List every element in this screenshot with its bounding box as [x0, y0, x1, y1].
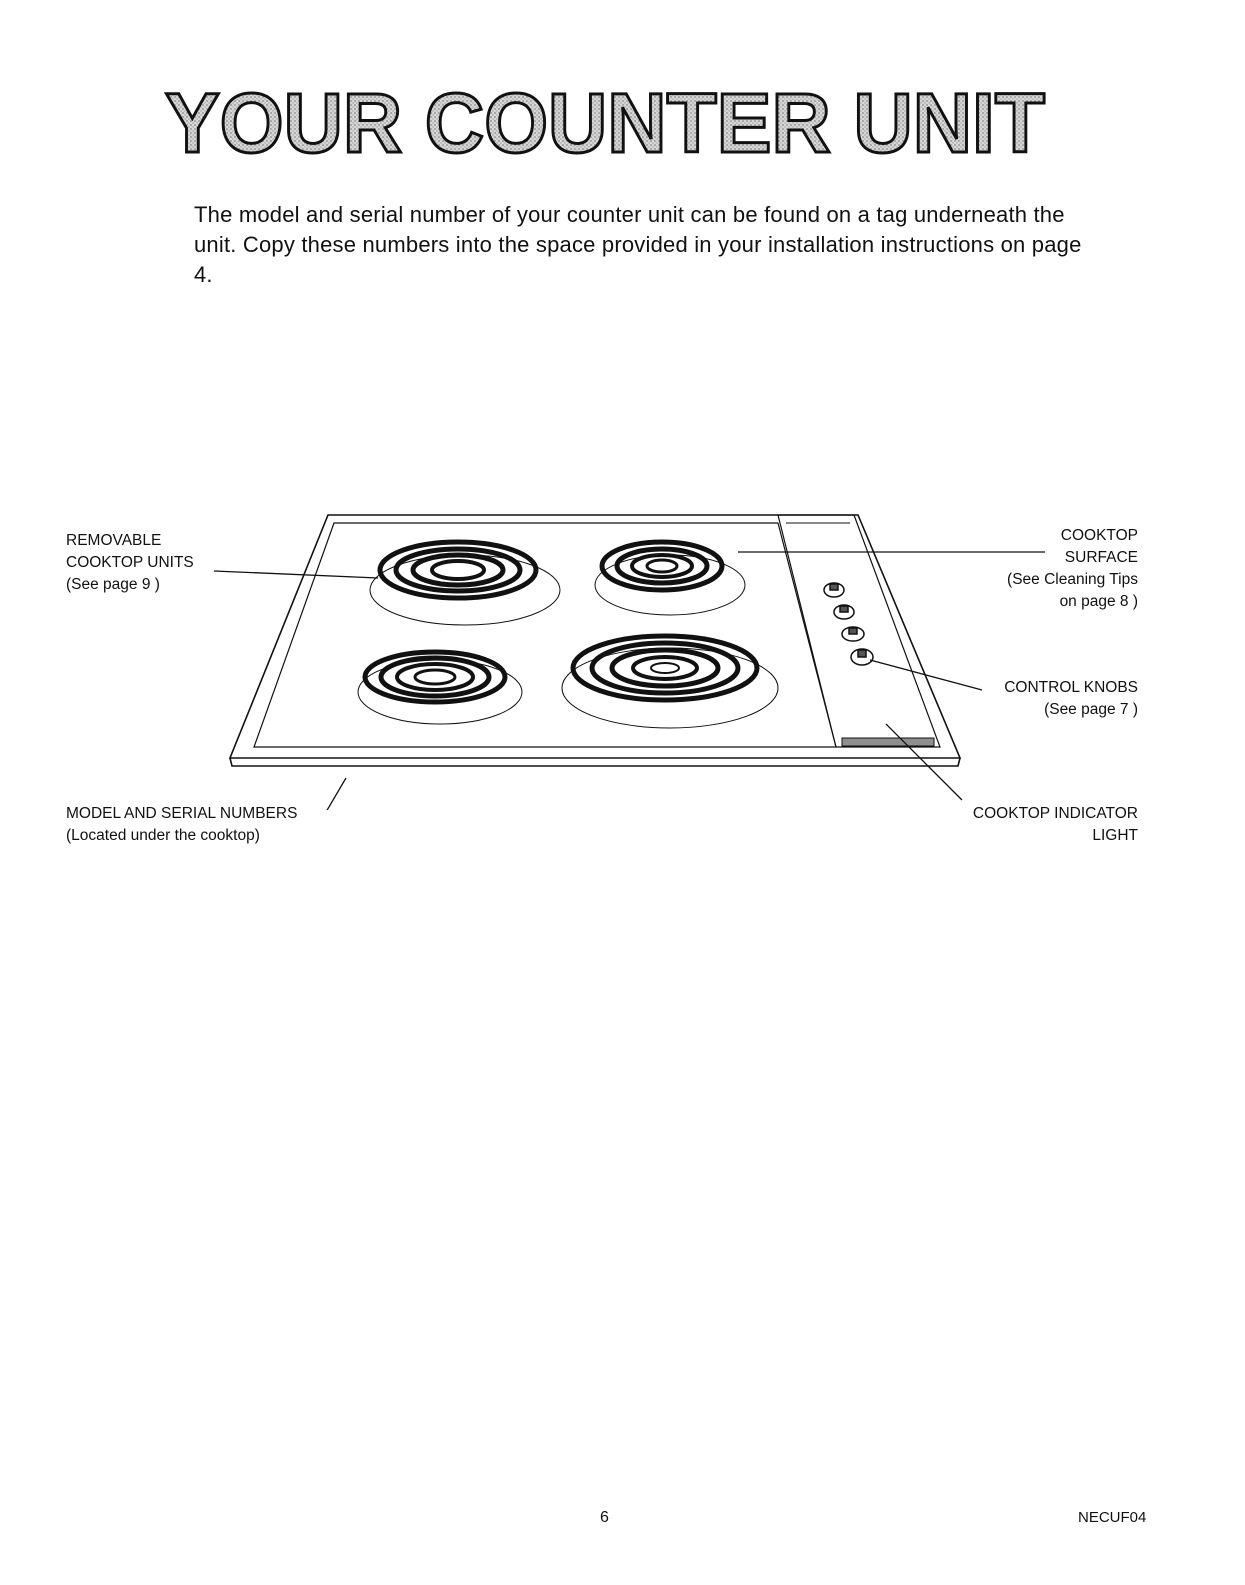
label-surface-line2: SURFACE [1064, 549, 1138, 566]
label-surface-line4: on page 8 ) [1059, 593, 1138, 610]
control-knob-3 [842, 627, 864, 641]
control-knob-4 [851, 649, 873, 665]
burner-front-left [358, 652, 522, 724]
label-model-line2: (Located under the cooktop) [66, 827, 260, 844]
label-indicator-line2: LIGHT [1092, 827, 1138, 844]
label-removable-line2: COOKTOP UNITS [66, 554, 194, 571]
label-indicator-line1: COOKTOP INDICATOR [972, 805, 1138, 822]
label-model-serial-numbers [66, 803, 297, 847]
intro-paragraph: The model and serial number of your counter unit can be found on a tag underneath the unit. Copy these numbers into the space provided in your installation instructions on page 4. [194, 202, 1082, 287]
label-knobs-line1: CONTROL KNOBS [1004, 679, 1138, 696]
label-cooktop-indicator-light [973, 803, 1138, 847]
page-title-text: YOUR COUNTER UNIT [165, 80, 1045, 170]
cooktop-surface-area [254, 523, 836, 747]
page-title [150, 80, 1070, 170]
label-cooktop-surface [1007, 525, 1138, 613]
indicator-light [842, 738, 934, 746]
label-surface-line1: COOKTOP [1060, 527, 1138, 544]
leader-model [326, 778, 346, 810]
leader-removable [214, 571, 378, 578]
leader-knobs [870, 660, 982, 690]
label-removable-line1: REMOVABLE [66, 532, 162, 549]
label-removable-line3: (See page 9 ) [66, 576, 160, 593]
burner-back-left [370, 542, 560, 625]
label-removable-cooktop-units [66, 530, 194, 596]
control-knob-1 [824, 583, 844, 597]
burner-front-right [562, 636, 778, 728]
label-control-knobs [1004, 677, 1138, 721]
label-model-line1: MODEL AND SERIAL NUMBERS [66, 805, 298, 822]
page-number: 6 [600, 1509, 609, 1526]
document-code: NECUF04 [1078, 1509, 1147, 1526]
label-knobs-line2: (See page 7 ) [1044, 701, 1138, 718]
control-knob-2 [834, 605, 854, 619]
label-surface-line3: (See Cleaning Tips [1007, 571, 1138, 588]
burner-back-right [595, 542, 745, 615]
